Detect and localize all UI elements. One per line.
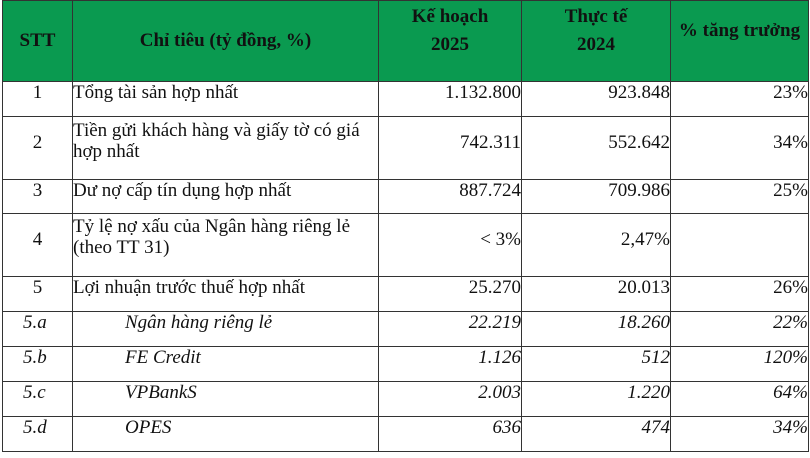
cell-actual-2024: 552.642 <box>522 117 671 180</box>
table-row <box>3 214 809 277</box>
table-row-sub <box>3 417 809 452</box>
table-row-sub <box>3 347 809 382</box>
cell-plan-2025: 2.003 <box>379 382 522 417</box>
cell-stt: 5.a <box>3 312 73 347</box>
cell-plan-2025: 22.219 <box>379 312 522 347</box>
header-actual-2024 <box>522 1 671 82</box>
cell-growth: 26% <box>671 277 809 312</box>
header-plan-line2: 2025 <box>431 34 469 55</box>
cell-growth: 25% <box>671 180 809 214</box>
cell-stt: 5.d <box>3 417 73 452</box>
cell-plan-2025: 1.126 <box>379 347 522 382</box>
cell-actual-2024: 512 <box>522 347 671 382</box>
cell-stt: 4 <box>3 214 73 277</box>
cell-stt: 5.b <box>3 347 73 382</box>
header-actual-line1: Thực tế <box>564 6 628 27</box>
cell-stt: 3 <box>3 180 73 214</box>
header-stt: STT <box>3 1 73 82</box>
header-plan-line1: Kế hoạch <box>411 6 489 27</box>
cell-growth: 22% <box>671 312 809 347</box>
table-row-sub <box>3 312 809 347</box>
cell-plan-2025: 636 <box>379 417 522 452</box>
cell-plan-2025: 1.132.800 <box>379 82 522 117</box>
cell-plan-2025: < 3% <box>379 214 522 277</box>
cell-indicator: Dư nợ cấp tín dụng hợp nhất <box>73 180 379 214</box>
cell-stt: 5 <box>3 277 73 312</box>
header-plan-2025 <box>379 1 522 82</box>
cell-growth: 34% <box>671 417 809 452</box>
cell-actual-2024: 474 <box>522 417 671 452</box>
cell-indicator: Tỷ lệ nợ xấu của Ngân hàng riêng lẻ (theo TT 31) <box>73 214 379 277</box>
cell-plan-2025: 742.311 <box>379 117 522 180</box>
table-row <box>3 277 809 312</box>
cell-indicator: Ngân hàng riêng lẻ <box>73 312 379 347</box>
cell-indicator: FE Credit <box>73 347 379 382</box>
header-growth: % tăng trưởng <box>671 1 809 82</box>
cell-plan-2025: 887.724 <box>379 180 522 214</box>
cell-actual-2024: 2,47% <box>522 214 671 277</box>
cell-actual-2024: 1.220 <box>522 382 671 417</box>
cell-growth: 23% <box>671 82 809 117</box>
table-row <box>3 180 809 214</box>
table-row-sub <box>3 382 809 417</box>
table-row <box>3 117 809 180</box>
cell-indicator: OPES <box>73 417 379 452</box>
cell-actual-2024: 18.260 <box>522 312 671 347</box>
cell-stt: 1 <box>3 82 73 117</box>
table-row <box>3 82 809 117</box>
cell-indicator: Tiền gửi khách hàng và giấy tờ có giá hợp nhất <box>73 117 379 180</box>
cell-indicator: Lợi nhuận trước thuế hợp nhất <box>73 277 379 312</box>
business-plan-table <box>2 0 809 452</box>
cell-actual-2024: 923.848 <box>522 82 671 117</box>
cell-actual-2024: 20.013 <box>522 277 671 312</box>
cell-growth: 34% <box>671 117 809 180</box>
cell-actual-2024: 709.986 <box>522 180 671 214</box>
table-header <box>3 1 809 82</box>
cell-growth <box>671 214 809 277</box>
cell-indicator: VPBankS <box>73 382 379 417</box>
cell-stt: 2 <box>3 117 73 180</box>
cell-indicator: Tổng tài sản hợp nhất <box>73 82 379 117</box>
cell-plan-2025: 25.270 <box>379 277 522 312</box>
cell-stt: 5.c <box>3 382 73 417</box>
cell-growth: 120% <box>671 347 809 382</box>
header-actual-line2: 2024 <box>577 34 615 55</box>
header-indicator: Chỉ tiêu (tỷ đồng, %) <box>73 1 379 82</box>
cell-growth: 64% <box>671 382 809 417</box>
